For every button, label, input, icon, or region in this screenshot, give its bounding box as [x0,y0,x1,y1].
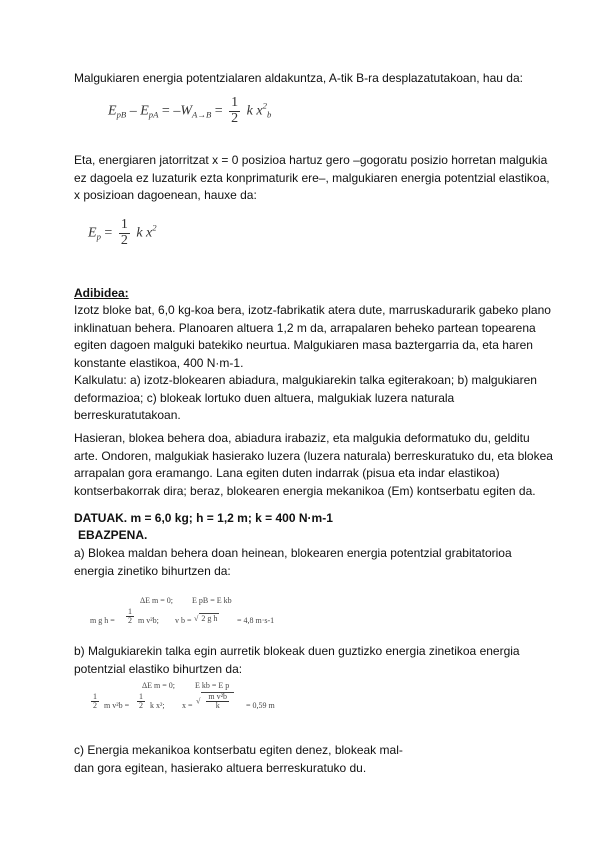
equation-potential-difference: $E_{pB} - E_{pA} = -W_{A\to B}$ = $\frac{1}{2}$ k $x^2_b$ [108,95,272,126]
part-a-paragraph: a) Blokea maldan behera doan heinean, blokearen energia potentzial grabitatorioa energia zinetiko bihurtzen da: [74,546,512,578]
document-page: Malgukiaren energia potentzialaren aldakuntza, A-tik B-ra desplazatutakoan, hau da: $E_{pB} - E_{pA} = -W_{A\to B}$ = $\frac{1}{2}$ k $x^2_b$ Eta, energiaren jatorritzat x = 0 posizioa hartuz gero –gogoratu posizio horretan malgukia ez dagoela ez luzaturik ezta konprimaturik ere–, malgukiaren energia potentzial elastikoa, x posizioan dagoenean, hauxe da: $E_p$ = $\frac{1}{2}$ k $x^2$ Adibidea: Izotz bloke bat, 6,0 kg-koa bera, izotz-fabrikatik atera dute, marruskadurarik gabeko plano inklinatuan behera. Planoaren altuera 1,2 m da, arrapalaren beheko partean topearena egiten dagoen malguki batekiko neurtua. Malgukiaren masa baztergarria da, eta haren konstante elastikoa, 400 N·m-1. Kalkulatu: a) izotz-blokearen abiadura, malgukiarekin talka egiterakoan; b) malgukiaren deformazioa; c) blokeak lortuko duen altuera, malgukiak luzera naturala berreskuratutakoan. Hasieran, blokea behera doa, abiadura irabaziz, eta malgukia deformatuko du, gelditu arte. Ondoren, malgukiak hasierako luzera (luzera naturala) berreskuratuko du, eta blokea arrapalan gora eramango. Lana egiten duten indarrak (pisua eta indar elastikoa) kontserbakorrak dira; beraz, blokearen energia mekanikoa (Em) kontserbatu egiten da. DATUAK. m = 6,0 kg; h = 1,2 m; k = 400 N·m-1 EBAZPENA. a) Blokea maldan behera doan heinean, blokearen energia potentzial grabitatorioa energia zinetiko bihurtzen da: ΔE m = 0; E pB = E kb m g h = $\frac{1}{2}$ m v²b; v b = √ 2 g h = 4,8 m·s-1 b) Malgukiarekin talka egin aurretik blokeak duen guztizko energia zinetikoa energia potentzial elastiko bihurtzen da: ΔE m = 0; E kb = E p $\frac{1}{2}$ m v²b = $\frac{1}{2}$ k x²; x = √ $\frac{\text{m v²b}}{k}$ = 0,59 m c) Energia mekanikoa kontserbatu egiten denez, blokeak mal-dan gora egitean, hasierako altuera berreskuratuko du. [0,0,600,848]
example-paragraph: Izotz bloke bat, 6,0 kg-koa bera, izotz-fabrikatik atera dute, marruskadurarik gabeko plano inklinatuan behera. Planoaren altuera 1,2 m da, arrapalaren beheko partean topearena egiten dagoen malguki batekiko neurtua. Malgukiaren masa baztergarria da, eta haren konstante elastikoa, 400 N·m-1. [74,303,551,370]
example-heading: Adibidea: [74,286,129,300]
part-c-paragraph: c) Energia mekanikoa kontserbatu egiten denez, blokeak mal-dan gora egitean, hasierako altuera berreskuratuko du. [74,743,403,775]
datuak-line: DATUAK. m = 6,0 kg; h = 1,2 m; k = 400 N·m-1 [74,511,333,525]
kalkulatu-paragraph: Kalkulatu: a) izotz-blokearen abiadura, malgukiarekin talka egiterakoan; b) malgukiaren deformazioa; c) blokeak lortuko duen altuera, malgukiak luzera naturala berreskuratutakoan. [74,373,537,422]
part-b-paragraph: b) Malgukiarekin talka egin aurretik blokeak duen guztizko energia zinetikoa energia potentzial elastiko bihurtzen da: [74,644,520,676]
equation-elastic-potential: $E_p$ = $\frac{1}{2}$ k $x^2$ [88,217,157,248]
hasieran-paragraph: Hasieran, blokea behera doa, abiadura irabaziz, eta malgukia deformatuko du, gelditu arte. Ondoren, malgukiak hasierako luzera (luzera naturala) berreskuratuko du, eta blokea arrapalan gora eramango. Lana egiten duten indarrak (pisua eta indar elastikoa) kontserbakorrak dira; beraz, blokearen energia mekanikoa (Em) kontserbatu egiten da. [74,431,553,498]
eta-paragraph: Eta, energiaren jatorritzat x = 0 posizioa hartuz gero –gogoratu posizio horretan malgukia ez dagoela ez luzaturik ezta konprimaturik ere–, malgukiaren energia potentzial elastikoa, x posizioan dagoenean, hauxe da: [74,153,550,202]
ebazpena-heading: EBAZPENA. [78,528,148,542]
intro-paragraph: Malgukiaren energia potentzialaren aldakuntza, A-tik B-ra desplazatutakoan, hau da: [74,71,523,85]
